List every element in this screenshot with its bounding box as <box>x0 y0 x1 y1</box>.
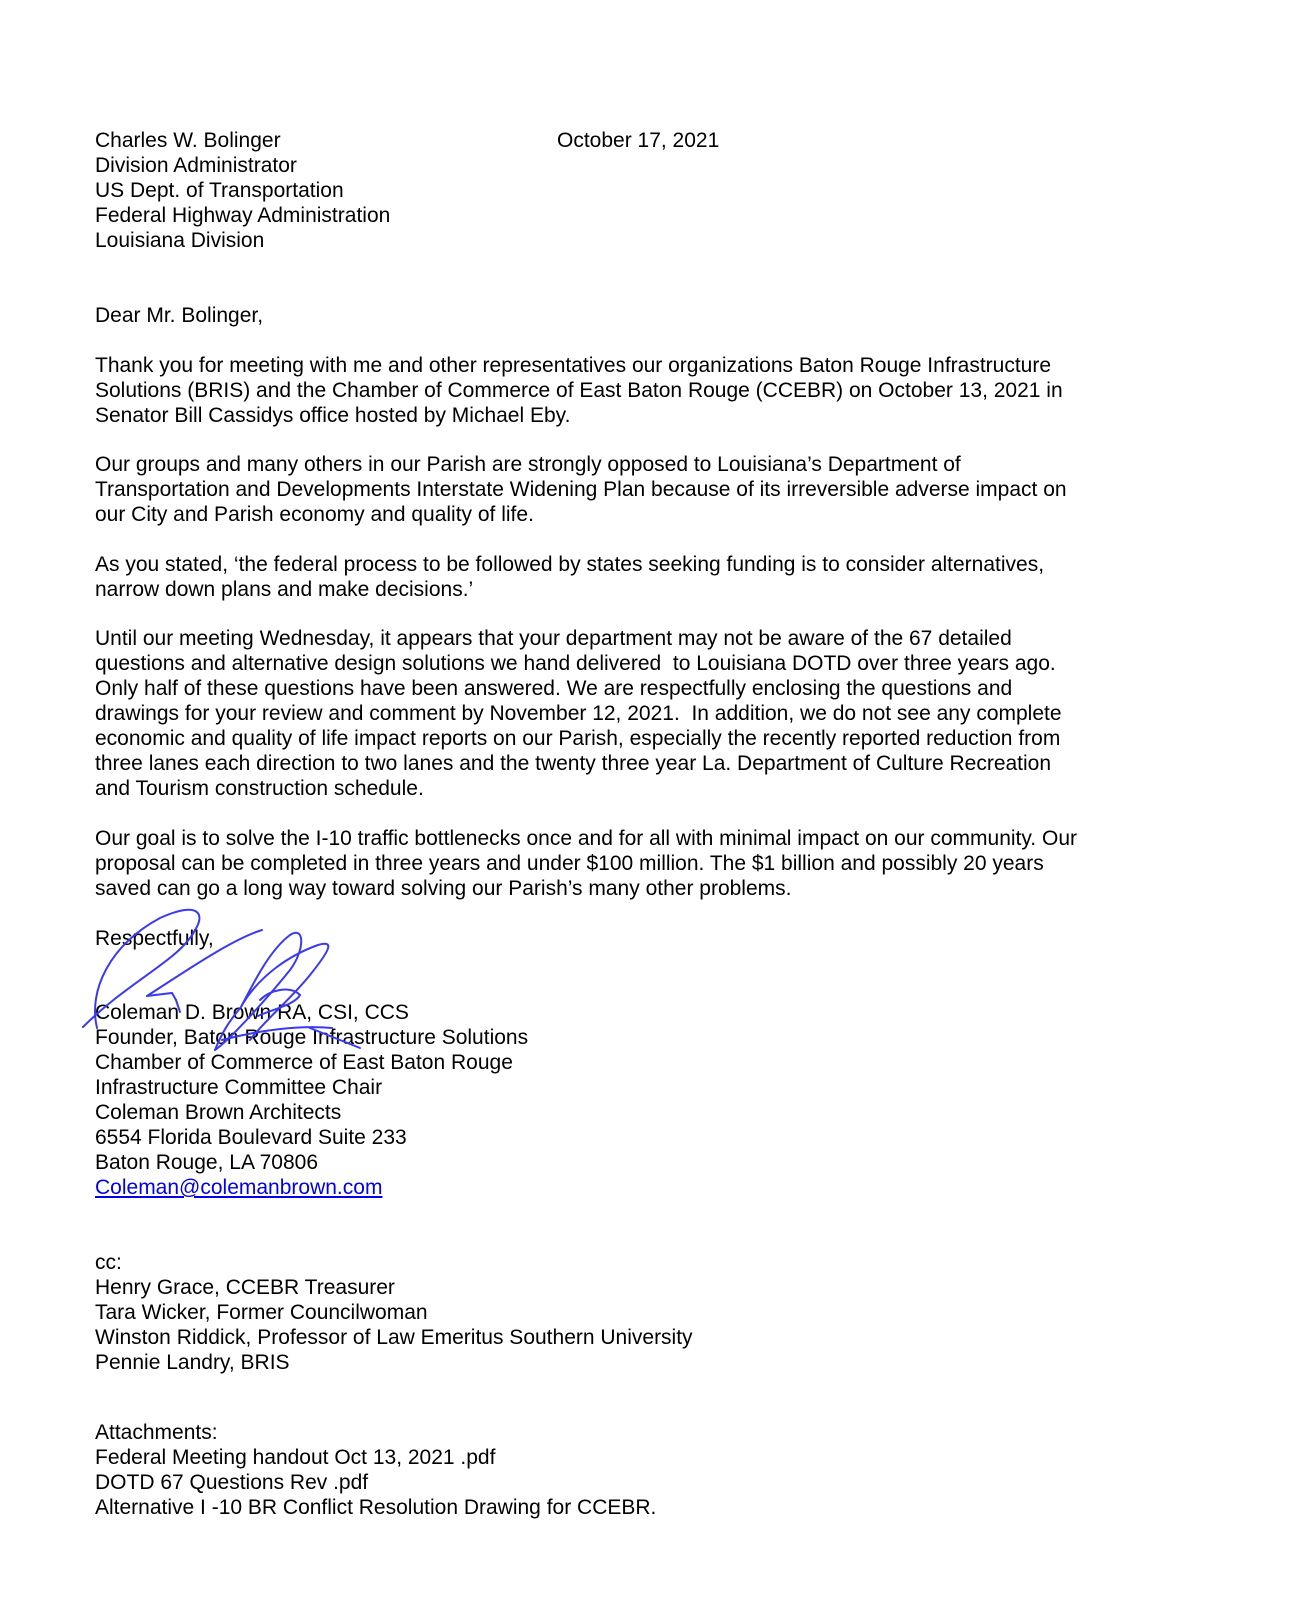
text-line: saved can go a long way toward solving our Parish’s many other problems. <box>95 877 792 900</box>
text-line: Founder, Baton Rouge Infrastructure Solutions <box>95 1026 529 1049</box>
paragraph-2 <box>95 452 1067 527</box>
text-line: Baton Rouge, LA 70806 <box>95 1151 319 1174</box>
text-line: Division Administrator <box>95 154 297 177</box>
text-line: Solutions (BRIS) and the Chamber of Commerce of East Baton Rouge (CCEBR) on October 13, 2021 in <box>95 379 1063 402</box>
closing: Respectfully, <box>95 927 214 950</box>
text-line: 6554 Florida Boulevard Suite 233 <box>95 1126 407 1149</box>
text-line: Senator Bill Cassidys office hosted by Michael Eby. <box>95 404 571 427</box>
attachments-list <box>95 1420 656 1520</box>
text-line: our City and Parish economy and quality of life. <box>95 503 534 526</box>
text-line: Our goal is to solve the I-10 traffic bottlenecks once and for all with minimal impact on our community. Our <box>95 827 1077 850</box>
text-line: cc: <box>95 1251 122 1274</box>
text-line: three lanes each direction to two lanes and the twenty three year La. Department of Culture Recreation <box>95 752 1052 775</box>
paragraph-1 <box>95 353 1063 428</box>
salutation: Dear Mr. Bolinger, <box>95 304 264 327</box>
text-line: US Dept. of Transportation <box>95 179 344 202</box>
text-line: Pennie Landry, BRIS <box>95 1351 290 1374</box>
paragraph-4 <box>95 626 1062 801</box>
text-line: Federal Highway Administration <box>95 204 391 227</box>
text-line: Our groups and many others in our Parish are strongly opposed to Louisiana’s Department of <box>95 453 961 476</box>
paragraph-3 <box>95 552 1044 602</box>
text-line: As you stated, ‘the federal process to be followed by states seeking funding is to consider alternatives, <box>95 553 1045 576</box>
letter-date: October 17, 2021 <box>557 129 720 152</box>
text-line: Coleman Brown Architects <box>95 1101 342 1124</box>
recipient-address <box>95 128 390 253</box>
email-link[interactable]: Coleman@colemanbrown.com <box>95 1176 383 1199</box>
text-line: drawings for your review and comment by November 12, 2021. In addition, we do not see any complete <box>95 702 1062 725</box>
text-line: Coleman D. Brown RA, CSI, CCS <box>95 1001 409 1024</box>
text-line: questions and alternative design solutions we hand delivered to Louisiana DOTD over three years ago. <box>95 652 1056 675</box>
cc-list <box>95 1250 693 1375</box>
text-line: and Tourism construction schedule. <box>95 777 424 800</box>
text-line: economic and quality of life impact reports on our Parish, especially the recently reported reduction from <box>95 727 1061 750</box>
text-line: Tara Wicker, Former Councilwoman <box>95 1301 428 1324</box>
text-line: Winston Riddick, Professor of Law Emeritus Southern University <box>95 1326 693 1349</box>
text-line: Federal Meeting handout Oct 13, 2021 .pdf <box>95 1446 496 1469</box>
text-line: DOTD 67 Questions Rev .pdf <box>95 1471 369 1494</box>
paragraph-5 <box>95 826 1077 901</box>
text-line: Louisiana Division <box>95 229 265 252</box>
text-line: Transportation and Developments Interstate Widening Plan because of its irreversible adverse impact on <box>95 478 1067 501</box>
text-line: Thank you for meeting with me and other representatives our organizations Baton Rouge Infrastructure <box>95 354 1052 377</box>
text-line: Only half of these questions have been answered. We are respectfully enclosing the questions and <box>95 677 1013 700</box>
text-line: narrow down plans and make decisions.’ <box>95 578 474 601</box>
text-line: proposal can be completed in three years and under $100 million. The $1 billion and possibly 20 years <box>95 852 1044 875</box>
text-line: Henry Grace, CCEBR Treasurer <box>95 1276 395 1299</box>
text-line: Attachments: <box>95 1421 218 1444</box>
text-line: Infrastructure Committee Chair <box>95 1076 383 1099</box>
text-line: Charles W. Bolinger <box>95 129 281 152</box>
signature-block <box>95 1000 528 1175</box>
text-line: Until our meeting Wednesday, it appears that your department may not be aware of the 67 detailed <box>95 627 1012 650</box>
text-line: Chamber of Commerce of East Baton Rouge <box>95 1051 513 1074</box>
text-line: Alternative I -10 BR Conflict Resolution Drawing for CCEBR. <box>95 1496 657 1519</box>
